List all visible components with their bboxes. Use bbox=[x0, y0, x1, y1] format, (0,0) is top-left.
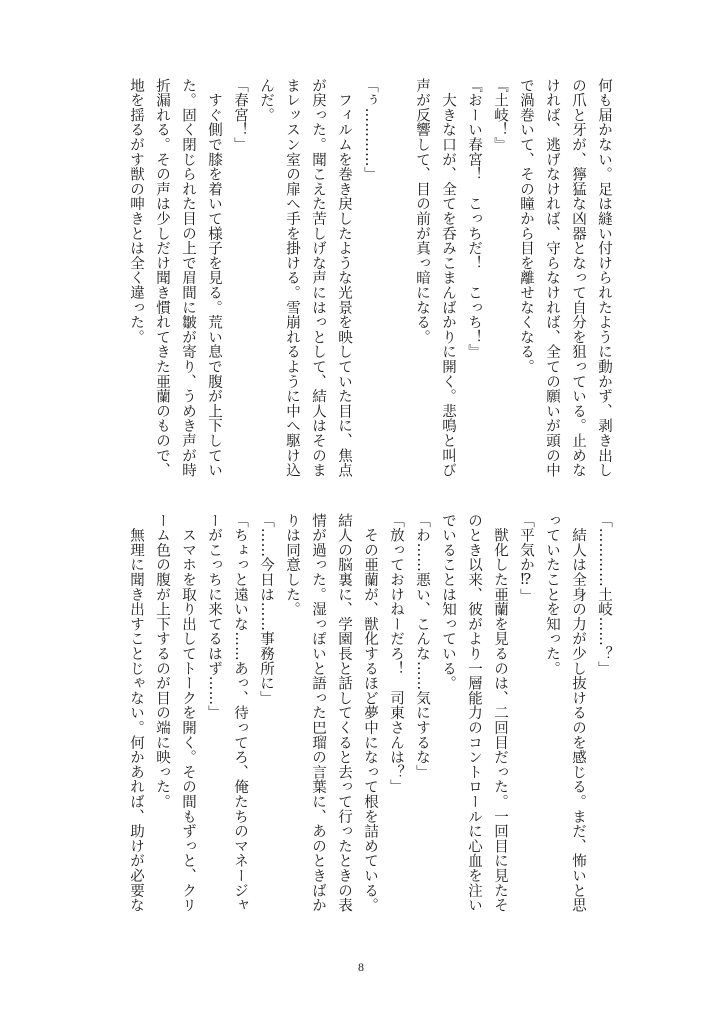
text-line: すぐ側で膝を着いて様子を見る。荒い息で腹が上下してい bbox=[206, 78, 222, 478]
text-block-bottom bbox=[123, 513, 617, 938]
text-line: 「…………土岐……？」 bbox=[596, 513, 612, 676]
text-line: た。固く閉じられた目の上で眉間に皺が寄り、うめき声が時 bbox=[180, 78, 196, 478]
text-line bbox=[383, 78, 409, 503]
text-line: 「わ……悪い、こんな……気にするな」 bbox=[414, 513, 430, 780]
text-line: 大きな口が、全てを呑みこまんばかりに開く。悲鳴と叫び bbox=[440, 78, 456, 478]
text-line: ければ、逃げなければ、守らなければ、全ての願いが頭の中 bbox=[544, 78, 560, 478]
text-line: 折漏れる。その声は少しだけ聞き慣れてきた亜蘭のもので、 bbox=[154, 78, 170, 478]
text-line: 「ちょっと遠いな……あっ、待ってろ、俺たちのマネージャ bbox=[232, 513, 248, 913]
text-line: で渦巻いて、その瞳から目を離せなくなる。 bbox=[518, 78, 534, 374]
text-line: のとき以来、彼がより一層能力のコントロールに心血を注い bbox=[466, 513, 482, 913]
text-line: 「春宮！」 bbox=[232, 78, 248, 152]
text-line: まレッスン室の扉へ手を掛ける。雪崩れるように中へ駆け込 bbox=[284, 78, 300, 478]
text-line: 『おーい春宮！ こっちだ！ こっち！』 bbox=[466, 78, 482, 360]
text-line: 声が反響して、目の前が真っ暗になる。 bbox=[414, 78, 430, 345]
text-line: が戻った。聞こえた苦しげな声にはっとして、結人はそのま bbox=[310, 78, 326, 478]
text-line: 「平気か⁉」 bbox=[518, 513, 534, 604]
text-line: 結人は全身の力が少し抜けるのを感じる。まだ、怖いと思 bbox=[570, 513, 586, 913]
text-line: その亜蘭が、獣化するほど夢中になって根を詰めている。 bbox=[362, 513, 378, 913]
text-line: スマホを取り出してトークを開く。その間もずっと、クリ bbox=[180, 513, 196, 913]
text-line: 結人の脳裏に、学園長と話してくると去って行ったときの表 bbox=[336, 513, 352, 913]
text-line: 何も届かない。足は縫い付けられたように動かず、剥き出し bbox=[596, 78, 612, 478]
text-line: んだ。 bbox=[258, 78, 274, 123]
text-line: 「……今日は……事務所に」 bbox=[258, 513, 274, 706]
text-line: 獣化した亜蘭を見るのは、二回目だった。一回目に見たそ bbox=[492, 513, 508, 913]
text-line: 無理に聞き出すことじゃない。何かあれば、助けが必要な bbox=[128, 513, 144, 913]
text-line: ーム色の腹が上下するのが目の端に映った。 bbox=[154, 513, 170, 809]
text-line: っていたことを知った。 bbox=[544, 513, 560, 676]
text-line: 情が過った。湿っぽいと語った巴瑠の言葉に、あのときばか bbox=[310, 513, 326, 913]
text-line: りは同意した。 bbox=[284, 513, 300, 617]
text-line: 「ぅ…………」 bbox=[362, 78, 378, 182]
text-line: 地を揺るがす獣の呻きとは全く違った。 bbox=[128, 78, 144, 345]
page-number: 8 bbox=[358, 960, 364, 974]
text-line: の爪と牙が、獰猛な凶器となって自分を狙っている。止めな bbox=[570, 78, 586, 478]
text-block-top bbox=[123, 78, 617, 503]
text-line: 『土岐！』 bbox=[492, 78, 508, 152]
text-line: 「放っておけねーだろ！ 司東さんは？」 bbox=[388, 513, 404, 795]
text-line: ーがこっちに来てるはず……」 bbox=[206, 513, 222, 721]
text-line: でいることは知っている。 bbox=[440, 513, 456, 691]
text-line: フィルムを巻き戻したような光景を映していた目に、焦点 bbox=[336, 78, 352, 478]
